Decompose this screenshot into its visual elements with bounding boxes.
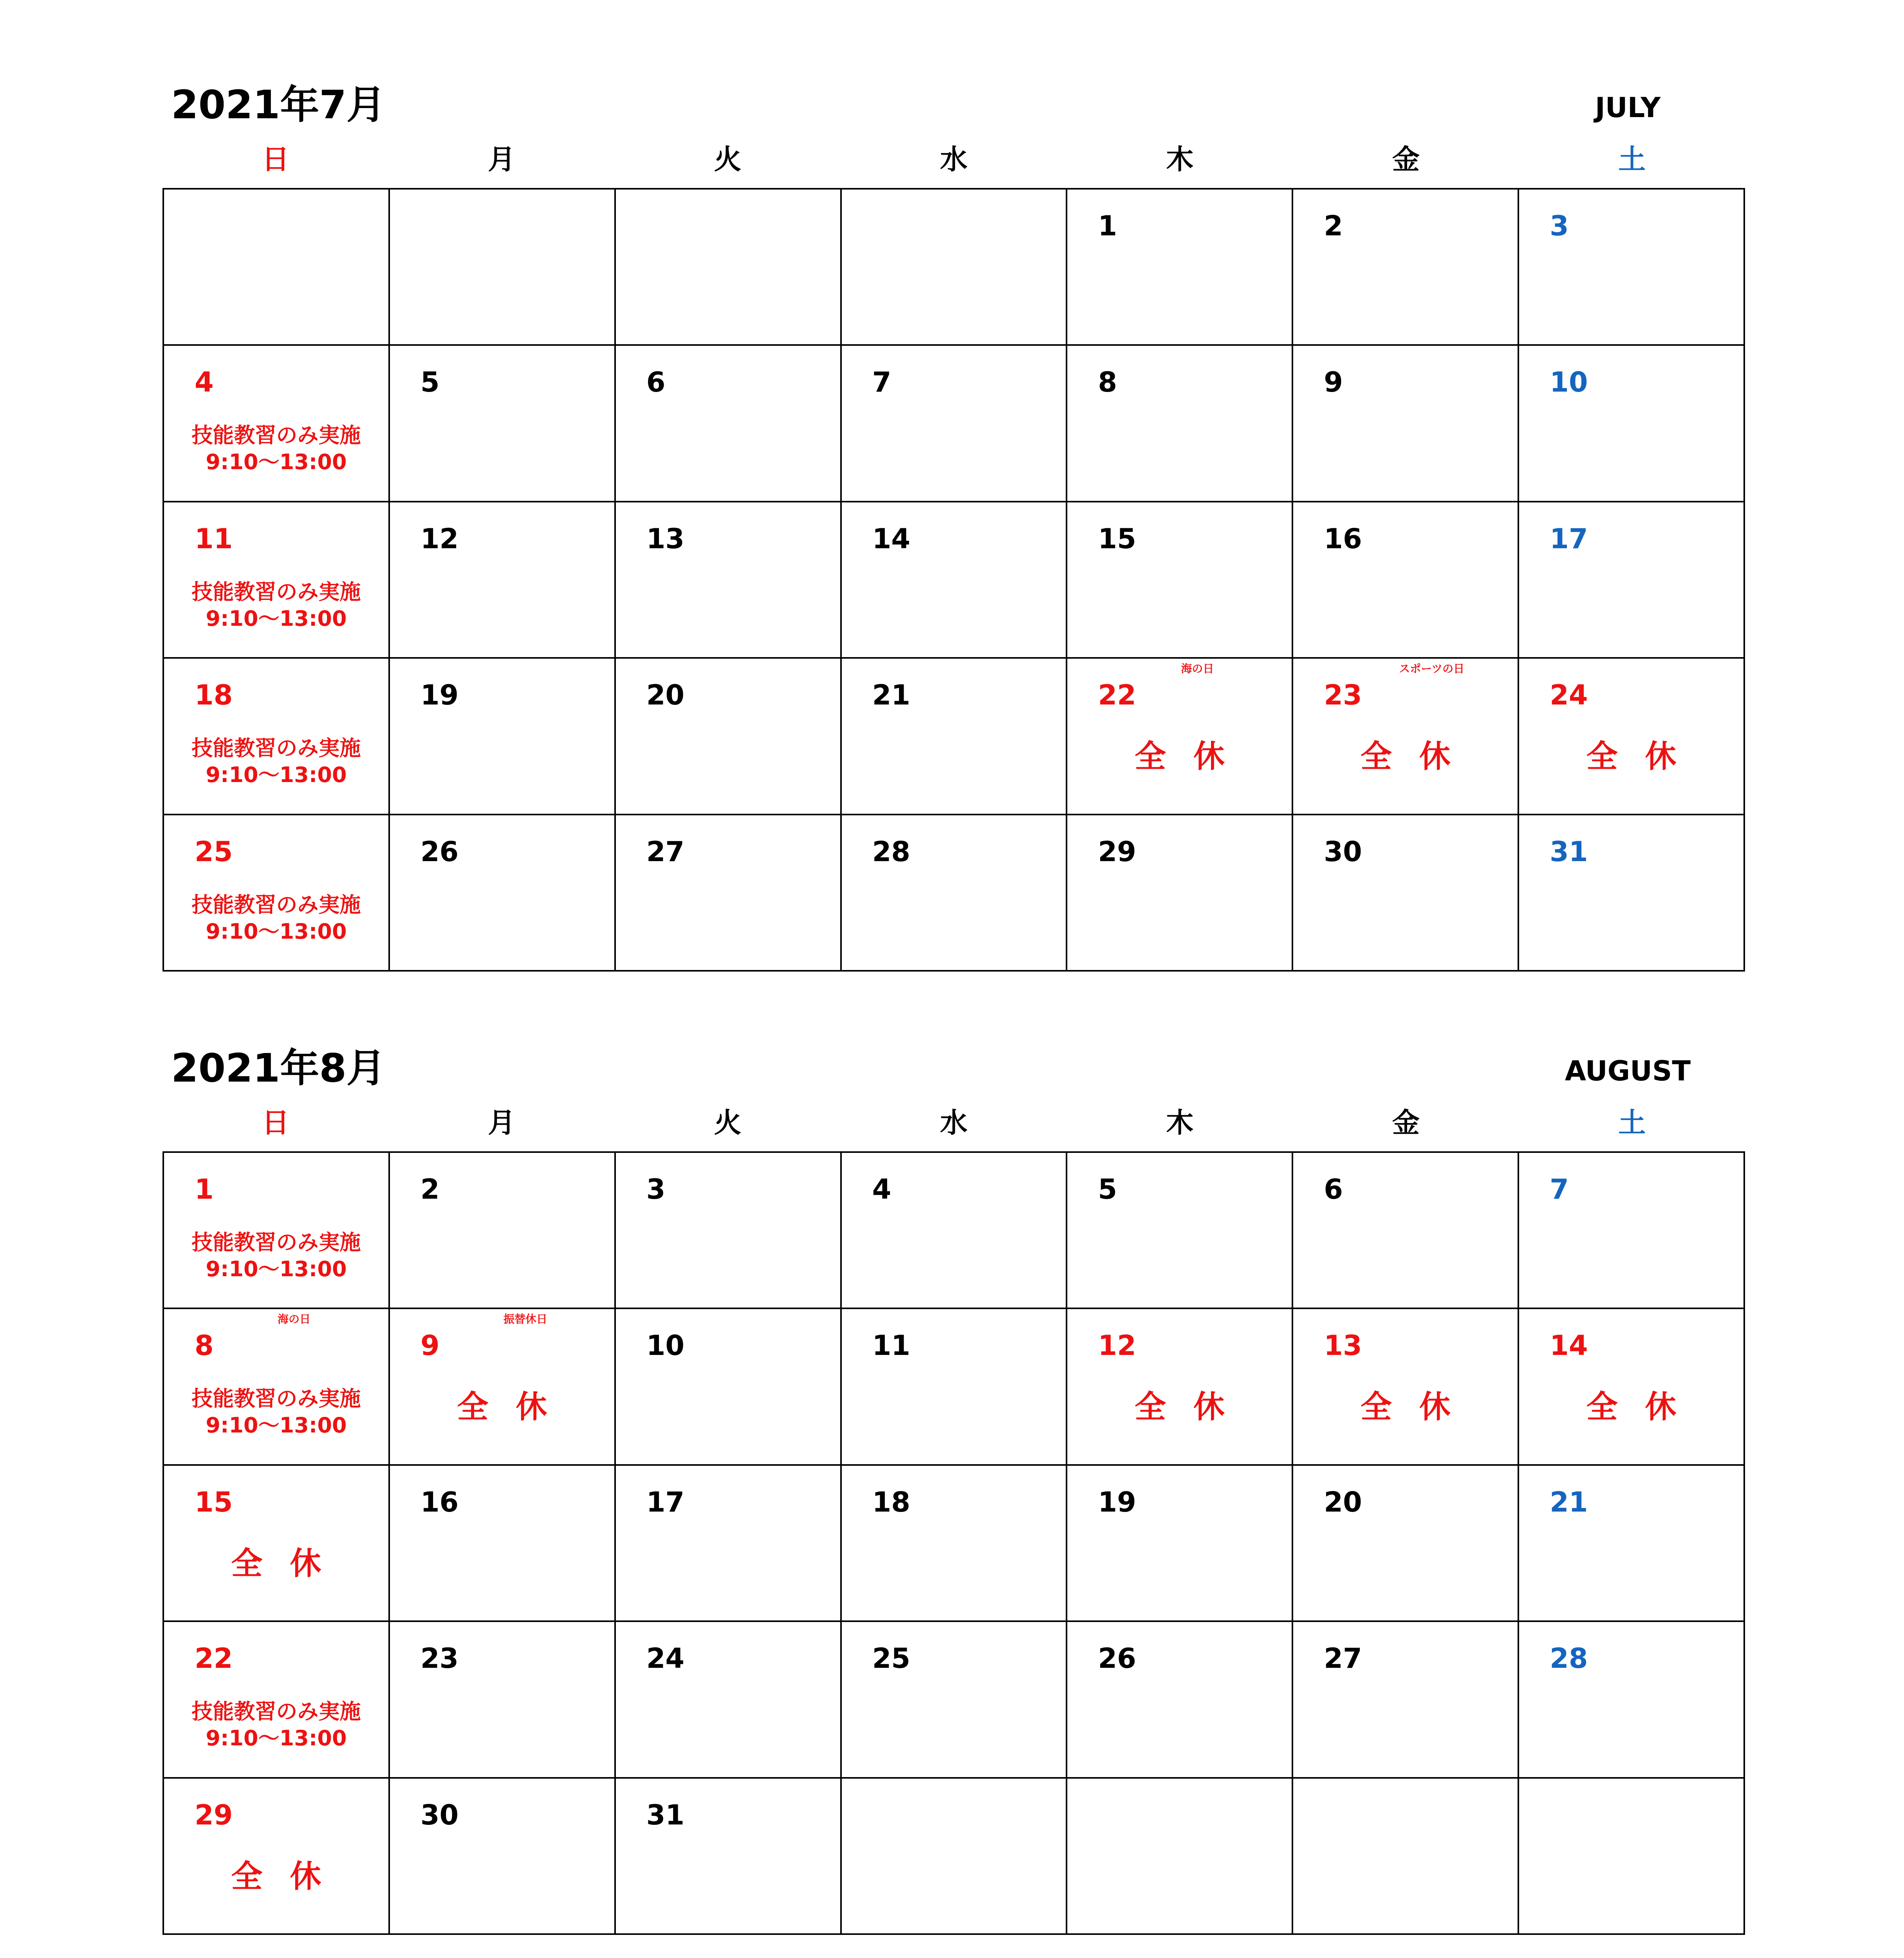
day-number: 16 [1324, 522, 1362, 555]
holiday-name: 振替休日 [503, 1313, 547, 1326]
weekday-tuesday: 火 [714, 1107, 742, 1139]
august-calendar [0, 963, 1904, 1903]
weekday-sunday: 日 [262, 143, 289, 175]
practical-lesson-note: 技能教習のみ実施 9:10～13:00 [191, 579, 361, 631]
practical-lesson-note: 技能教習のみ実施 9:10～13:00 [191, 1230, 361, 1281]
july-title: 2021年7月 [171, 82, 386, 128]
practical-lesson-note: 技能教習のみ実施 9:10～13:00 [191, 892, 361, 944]
calendar-day-cell [1519, 346, 1745, 502]
holiday-name: 海の日 [1181, 662, 1214, 676]
july-english-label: JULY [1595, 92, 1661, 124]
calendar-day-cell [1519, 1622, 1745, 1778]
calendar-day-cell [1519, 659, 1745, 815]
calendar-day-cell [1067, 346, 1293, 502]
calendar-day-cell [842, 502, 1068, 659]
calendar-day-cell [616, 815, 842, 972]
august-weekday-header [162, 1107, 1745, 1139]
day-number: 19 [1098, 1486, 1136, 1518]
calendar-day-cell [1067, 502, 1293, 659]
calendar-day-cell [842, 1153, 1068, 1309]
calendar-day-cell [1519, 190, 1745, 346]
day-number: 1 [195, 1173, 214, 1205]
calendar-day-cell [1293, 1779, 1519, 1935]
day-number: 14 [872, 522, 910, 555]
calendar-day-cell [1067, 1466, 1293, 1622]
weekday-wednesday: 水 [940, 1107, 967, 1139]
calendar-day-cell [616, 346, 842, 502]
day-number: 24 [1550, 679, 1588, 712]
calendar-day-cell [1519, 1153, 1745, 1309]
day-number: 12 [420, 522, 459, 555]
calendar-day-cell [1067, 190, 1293, 346]
calendar-day-cell [1067, 1153, 1293, 1309]
closed-day-label: 全休 [1586, 1389, 1704, 1425]
day-number: 20 [1324, 1486, 1362, 1518]
holiday-name: スポーツの日 [1399, 662, 1465, 676]
calendar-day-cell [1067, 659, 1293, 815]
calendar-day-cell [842, 346, 1068, 502]
calendar-day-cell [1293, 1622, 1519, 1778]
day-number: 27 [646, 835, 685, 868]
day-number: 10 [646, 1329, 685, 1362]
day-number: 13 [1324, 1329, 1362, 1362]
day-number: 20 [646, 679, 685, 712]
july-grid [162, 188, 1745, 972]
day-number: 27 [1324, 1642, 1362, 1675]
day-number: 5 [420, 366, 440, 399]
calendar-day-cell [164, 190, 390, 346]
weekday-saturday: 土 [1618, 1107, 1646, 1139]
calendar-day-cell [842, 1779, 1068, 1935]
day-number: 30 [1324, 835, 1362, 868]
calendar-day-cell [616, 1779, 842, 1935]
calendar-day-cell [390, 1622, 616, 1778]
day-number: 18 [195, 679, 233, 712]
day-number: 28 [1550, 1642, 1588, 1675]
calendar-day-cell [164, 1622, 390, 1778]
weekday-wednesday: 水 [940, 143, 967, 175]
calendar-day-cell [390, 346, 616, 502]
calendar-day-cell [390, 1466, 616, 1622]
calendar-day-cell [1067, 1309, 1293, 1465]
calendar-day-cell [1293, 502, 1519, 659]
day-number: 8 [1098, 366, 1117, 399]
day-number: 29 [1098, 835, 1136, 868]
calendar-day-cell [390, 502, 616, 659]
practical-lesson-note: 技能教習のみ実施 9:10～13:00 [191, 1386, 361, 1438]
day-number: 6 [1324, 1173, 1343, 1205]
day-number: 29 [195, 1799, 233, 1831]
day-number: 1 [1098, 210, 1117, 242]
calendar-day-cell [842, 815, 1068, 972]
day-number: 31 [646, 1799, 685, 1831]
day-number: 6 [646, 366, 666, 399]
day-number: 8 [195, 1329, 214, 1362]
calendar-day-cell [616, 1466, 842, 1622]
calendar-day-cell [164, 1309, 390, 1465]
calendar-day-cell [1067, 1779, 1293, 1935]
closed-day-label: 全休 [231, 1545, 349, 1582]
closed-day-label: 全休 [1360, 1389, 1478, 1425]
calendar-day-cell [1293, 1466, 1519, 1622]
calendar-day-cell [390, 1153, 616, 1309]
calendar-day-cell [390, 1309, 616, 1465]
day-number: 9 [420, 1329, 440, 1362]
calendar-day-cell [164, 346, 390, 502]
calendar-day-cell [842, 190, 1068, 346]
calendar-day-cell [164, 659, 390, 815]
day-number: 7 [872, 366, 892, 399]
july-weekday-header [162, 143, 1745, 175]
closed-day-label: 全休 [231, 1858, 349, 1895]
closed-day-label: 全休 [1134, 1389, 1252, 1425]
day-number: 19 [420, 679, 459, 712]
calendar-day-cell [390, 659, 616, 815]
calendar-day-cell [842, 1466, 1068, 1622]
day-number: 11 [872, 1329, 910, 1362]
day-number: 22 [1098, 679, 1136, 712]
day-number: 5 [1098, 1173, 1117, 1205]
calendar-day-cell [616, 659, 842, 815]
calendar-day-cell [1519, 1466, 1745, 1622]
calendar-day-cell [1067, 1622, 1293, 1778]
day-number: 25 [195, 835, 233, 868]
day-number: 9 [1324, 366, 1343, 399]
closed-day-label: 全休 [1586, 738, 1704, 775]
weekday-friday: 金 [1392, 143, 1420, 175]
closed-day-label: 全休 [457, 1389, 575, 1425]
day-number: 15 [1098, 522, 1136, 555]
calendar-day-cell [390, 190, 616, 346]
calendar-day-cell [616, 1153, 842, 1309]
calendar-day-cell [1293, 190, 1519, 346]
calendar-day-cell [1293, 346, 1519, 502]
practical-lesson-note: 技能教習のみ実施 9:10～13:00 [191, 1699, 361, 1751]
day-number: 4 [195, 366, 214, 399]
weekday-sunday: 日 [262, 1107, 289, 1139]
day-number: 7 [1550, 1173, 1569, 1205]
calendar-day-cell [1067, 815, 1293, 972]
day-number: 25 [872, 1642, 910, 1675]
weekday-thursday: 木 [1166, 143, 1194, 175]
calendar-day-cell [164, 1779, 390, 1935]
calendar-day-cell [1293, 659, 1519, 815]
day-number: 3 [646, 1173, 666, 1205]
calendar-day-cell [616, 190, 842, 346]
holiday-name: 海の日 [278, 1313, 311, 1326]
day-number: 17 [1550, 522, 1588, 555]
day-number: 31 [1550, 835, 1588, 868]
calendar-day-cell [842, 1622, 1068, 1778]
day-number: 22 [195, 1642, 233, 1675]
day-number: 21 [1550, 1486, 1588, 1518]
day-number: 10 [1550, 366, 1588, 399]
august-english-label: AUGUST [1565, 1055, 1691, 1087]
day-number: 3 [1550, 210, 1569, 242]
calendar-day-cell [1293, 1309, 1519, 1465]
weekday-monday: 月 [488, 143, 516, 175]
calendar-day-cell [1293, 815, 1519, 972]
calendar-day-cell [390, 815, 616, 972]
day-number: 16 [420, 1486, 459, 1518]
weekday-saturday: 土 [1618, 143, 1646, 175]
calendar-day-cell [164, 502, 390, 659]
day-number: 30 [420, 1799, 459, 1831]
weekday-tuesday: 火 [714, 143, 742, 175]
day-number: 2 [1324, 210, 1343, 242]
calendar-day-cell [390, 1779, 616, 1935]
practical-lesson-note: 技能教習のみ実施 9:10～13:00 [191, 423, 361, 475]
calendar-day-cell [164, 1466, 390, 1622]
day-number: 18 [872, 1486, 910, 1518]
calendar-day-cell [616, 1622, 842, 1778]
day-number: 17 [646, 1486, 685, 1518]
day-number: 26 [1098, 1642, 1136, 1675]
day-number: 23 [1324, 679, 1362, 712]
day-number: 26 [420, 835, 459, 868]
weekday-monday: 月 [488, 1107, 516, 1139]
day-number: 23 [420, 1642, 459, 1675]
day-number: 15 [195, 1486, 233, 1518]
day-number: 21 [872, 679, 910, 712]
august-title: 2021年8月 [171, 1045, 386, 1091]
calendar-day-cell [1519, 1309, 1745, 1465]
day-number: 24 [646, 1642, 685, 1675]
day-number: 4 [872, 1173, 892, 1205]
calendar-day-cell [842, 659, 1068, 815]
july-calendar [0, 0, 1904, 944]
day-number: 14 [1550, 1329, 1588, 1362]
calendar-day-cell [1519, 815, 1745, 972]
calendar-day-cell [842, 1309, 1068, 1465]
day-number: 13 [646, 522, 685, 555]
calendar-day-cell [164, 815, 390, 972]
closed-day-label: 全休 [1360, 738, 1478, 775]
day-number: 2 [420, 1173, 440, 1205]
weekday-friday: 金 [1392, 1107, 1420, 1139]
calendar-day-cell [1519, 1779, 1745, 1935]
calendar-day-cell [164, 1153, 390, 1309]
day-number: 28 [872, 835, 910, 868]
practical-lesson-note: 技能教習のみ実施 9:10～13:00 [191, 736, 361, 788]
weekday-thursday: 木 [1166, 1107, 1194, 1139]
calendar-day-cell [616, 1309, 842, 1465]
closed-day-label: 全休 [1134, 738, 1252, 775]
calendar-day-cell [1519, 502, 1745, 659]
august-grid [162, 1151, 1745, 1935]
calendar-day-cell [1293, 1153, 1519, 1309]
day-number: 11 [195, 522, 233, 555]
calendar-day-cell [616, 502, 842, 659]
day-number: 12 [1098, 1329, 1136, 1362]
